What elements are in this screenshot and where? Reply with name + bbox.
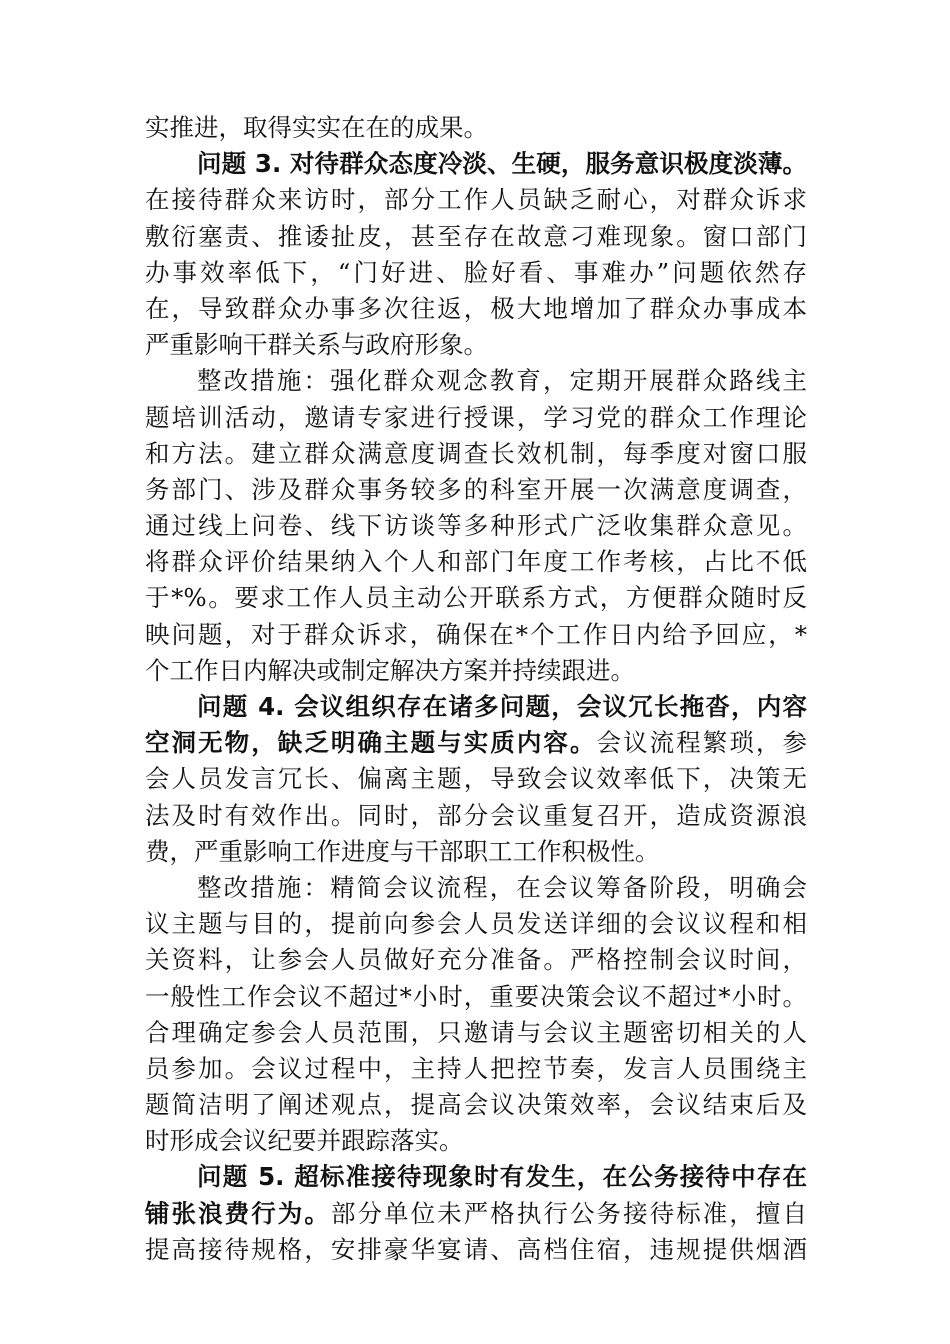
body-text: 映问题，对于群众诉求，确保在*个工作日内给予回应，* [145, 619, 807, 649]
body-text: 办事效率低下，“门好进、脸好看、事难办”问题依然存 [145, 257, 807, 287]
body-text: 会人员发言冗长、偏离主题，导致会议效率低下，决策无 [145, 764, 807, 794]
text-line [145, 617, 807, 653]
text-line [145, 182, 807, 218]
text-line [145, 725, 807, 761]
text-line [145, 979, 807, 1015]
bold-heading-text: 问题 5. 超标准接待现象时有发生，在公务接待中存在 [197, 1162, 807, 1192]
text-line [145, 436, 807, 472]
body-text: 敷衍塞责、推诿扯皮，甚至存在故意刁难现象。窗口部门 [145, 221, 807, 251]
body-text: 题简洁明了阐述观点，提高会议决策效率，会议结束后及 [145, 1090, 807, 1120]
text-line [145, 798, 807, 834]
bold-heading-text: 问题 4. 会议组织存在诸多问题，会议冗长拖沓，内容 [197, 692, 807, 721]
document-body [145, 110, 807, 1268]
text-line [145, 219, 807, 255]
text-line [145, 1015, 807, 1051]
body-text: 通过线上问卷、线下访谈等多种形式广泛收集群众意见。 [145, 511, 807, 541]
body-text: 整改措施：精简会议流程，在会议筹备阶段，明确会 [197, 872, 807, 902]
text-line [145, 1159, 807, 1195]
text-line [145, 689, 807, 725]
text-line [145, 1196, 807, 1232]
text-line [145, 400, 807, 436]
text-line [145, 834, 807, 870]
text-line [145, 942, 807, 978]
body-text: 严重影响干群关系与政府形象。 [145, 330, 488, 360]
text-line [145, 327, 807, 363]
text-line [145, 870, 807, 906]
body-text: 费，严重影响工作进度与干部职工工作积极性。 [145, 836, 660, 866]
body-text: 将群众评价结果纳入个人和部门年度工作考核，占比不低 [145, 547, 807, 577]
text-line [145, 291, 807, 327]
body-text: 和方法。建立群众满意度调查长效机制，每季度对窗口服 [145, 438, 807, 468]
text-line [145, 146, 807, 182]
body-text: 在接待群众来访时，部分工作人员缺乏耐心，对群众诉求 [145, 185, 807, 215]
body-text: 个工作日内解决或制定解决方案并持续跟进。 [145, 655, 635, 685]
text-line [145, 761, 807, 797]
body-text: 整改措施：强化群众观念教育，定期开展群众路线主 [197, 366, 807, 396]
text-line [145, 653, 807, 689]
bold-heading-text: 铺张浪费行为。 [145, 1198, 331, 1228]
body-text: 关资料，让参会人员做好充分准备。严格控制会议时间， [145, 945, 807, 975]
body-text: 实推进，取得实实在在的成果。 [145, 113, 488, 142]
text-line [145, 255, 807, 291]
text-line [145, 1087, 807, 1123]
text-line [145, 110, 807, 146]
text-line [145, 472, 807, 508]
body-text: 会议流程繁琐，参 [596, 728, 807, 758]
text-line [145, 1232, 807, 1268]
body-text: 议主题与目的，提前向参会人员发送详细的会议议程和相 [145, 909, 807, 939]
bold-heading-text: 问题 3. 对待群众态度冷淡、生硬，服务意识极度淡薄。 [197, 149, 807, 179]
text-line [145, 1051, 807, 1087]
text-line [145, 544, 807, 580]
text-line [145, 580, 807, 616]
body-text: 题培训活动，邀请专家进行授课，学习党的群众工作理论 [145, 402, 807, 432]
text-line [145, 1123, 807, 1159]
text-line [145, 906, 807, 942]
body-text: 提高接待规格，安排豪华宴请、高档住宿，违规提供烟酒 [145, 1234, 807, 1264]
body-text: 员参加。会议过程中，主持人把控节奏，发言人员围绕主 [145, 1053, 807, 1083]
text-line [145, 363, 807, 399]
bold-heading-text: 空洞无物，缺乏明确主题与实质内容。 [145, 728, 597, 758]
text-line [145, 508, 807, 544]
body-text: 时形成会议纪要并跟踪落实。 [145, 1126, 464, 1156]
body-text: 合理确定参会人员范围，只邀请与会议主题密切相关的人 [145, 1017, 807, 1047]
body-text: 一般性工作会议不超过*小时，重要决策会议不超过*小时。 [145, 981, 807, 1011]
body-text: 在，导致群众办事多次往返，极大地增加了群众办事成本 [145, 293, 807, 323]
body-text: 法及时有效作出。同时，部分会议重复召开，造成资源浪 [145, 800, 807, 830]
body-text: 于*%。要求工作人员主动公开联系方式，方便群众随时反 [145, 583, 807, 613]
body-text: 务部门、涉及群众事务较多的科室开展一次满意度调查， [145, 474, 807, 504]
body-text: 部分单位未严格执行公务接待标准，擅自 [330, 1198, 807, 1228]
